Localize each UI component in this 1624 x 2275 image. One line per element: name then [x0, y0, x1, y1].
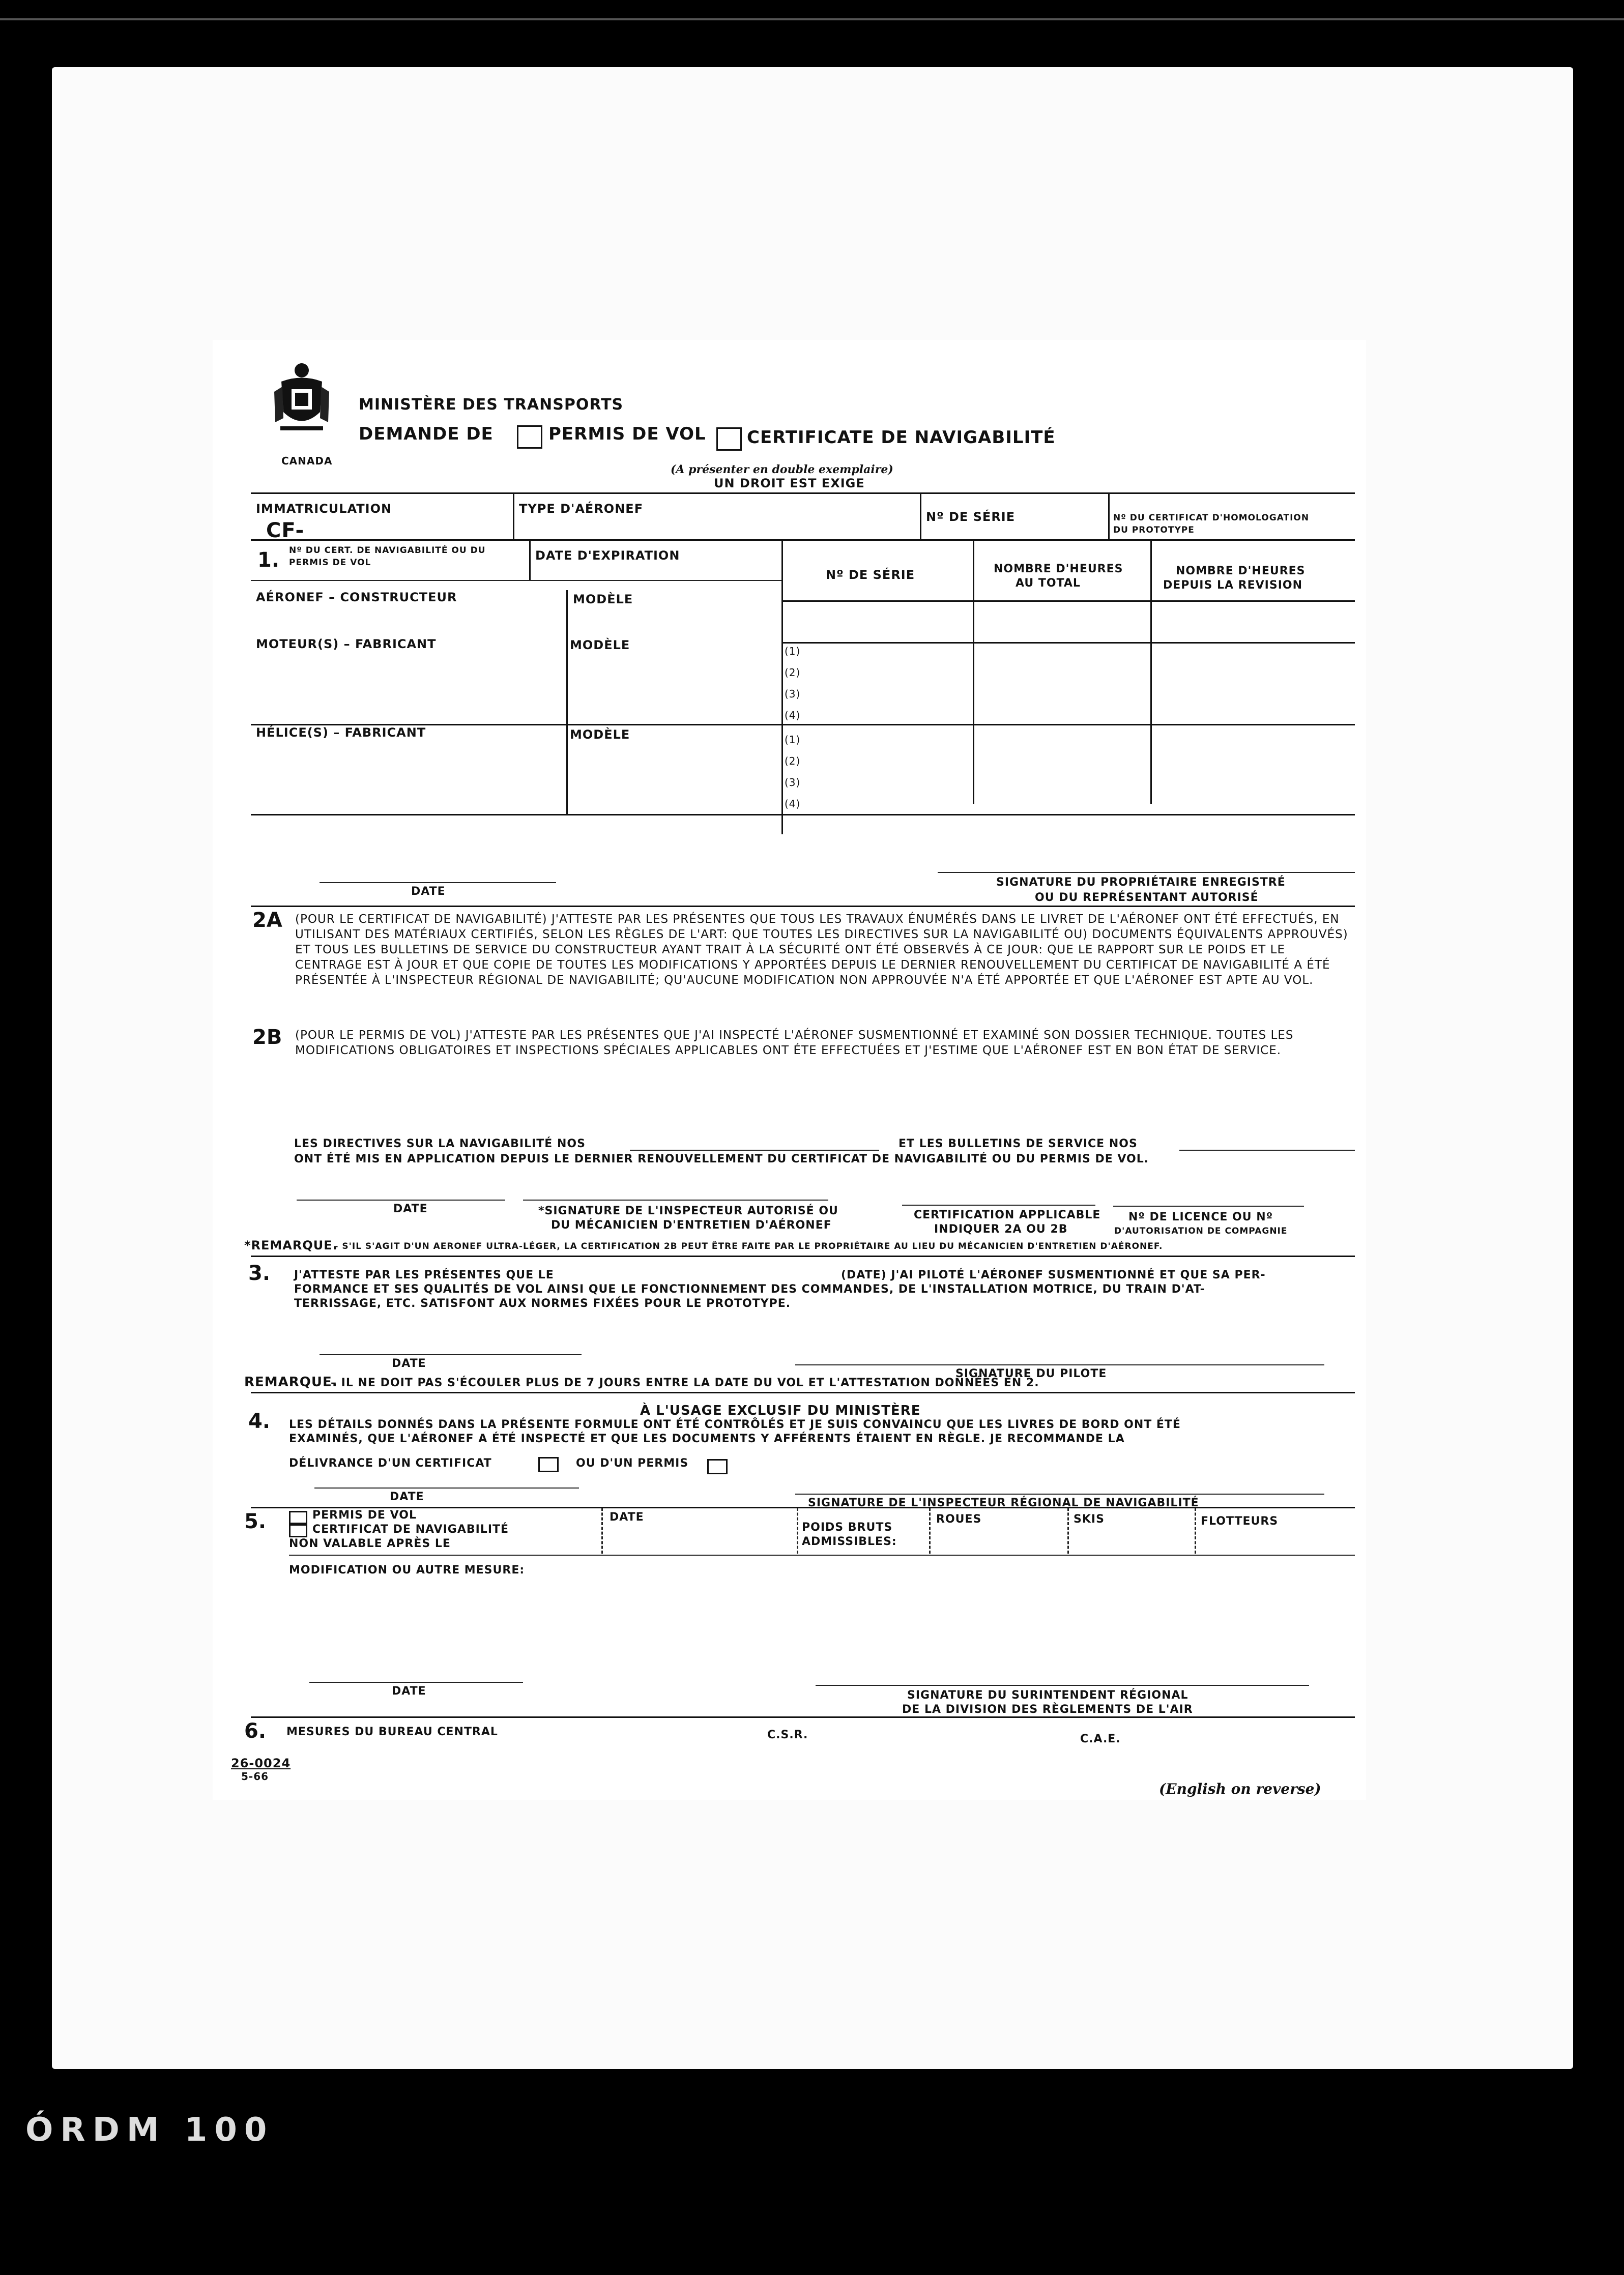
moteur-line-2: (2)	[785, 666, 801, 679]
demande-de-label: DEMANDE DE	[359, 424, 494, 444]
rule	[251, 1392, 1355, 1393]
aeronef-modele-label: MODÈLE	[573, 592, 633, 606]
rule	[289, 1555, 1355, 1556]
section-2-date-label: DATE	[393, 1203, 428, 1215]
rule	[781, 600, 1355, 602]
certificat-navigabilite-checkbox[interactable]	[289, 1524, 307, 1537]
flotteurs-column: FLOTTEURS	[1201, 1515, 1279, 1528]
section-4-date-label: DATE	[390, 1491, 424, 1503]
directives-label: LES DIRECTIVES SUR LA NAVIGABILITÉ NOS	[294, 1138, 586, 1150]
date-line	[320, 1354, 582, 1355]
ministry-title: MINISTÈRE DES TRANSPORTS	[359, 396, 624, 414]
poids-bruts-label-2: ADMISSIBLES:	[802, 1535, 897, 1548]
aeronef-constructeur-label: AÉRONEF – CONSTRUCTEUR	[256, 590, 457, 604]
section-1-number: 1.	[257, 548, 280, 572]
cert-navigabilite-label-2: PERMIS DE VOL	[289, 558, 371, 568]
permis-de-vol-checkbox[interactable]	[517, 425, 542, 449]
section-2b-number: 2B	[252, 1026, 282, 1049]
english-on-reverse: (English on reverse)	[1159, 1781, 1321, 1797]
section-4-text-1: LES DÉTAILS DONNÉS DANS LA PRÉSENTE FORMULE ONT ÉTÉ CONTRÔLÉS ET JE SUIS CONVAINCU QUE LES LIVRES DE BORD ONT ÉTÉ	[289, 1418, 1181, 1431]
rule	[251, 1716, 1355, 1718]
bulletins-field[interactable]	[1179, 1150, 1355, 1151]
rule	[251, 1507, 1355, 1508]
remarque-2-text: – S'IL S'AGIT D'UN AERONEF ULTRA-LÉGER, LA CERTIFICATION 2B PEUT ÊTRE FAITE PAR LE PROPRIÉTAIRE AU LIEU DU MÉCANICIEN D'ENTRETIEN D'AÉRONEF.	[334, 1241, 1163, 1251]
licence-label-2: D'AUTORISATION DE COMPAGNIE	[1114, 1226, 1288, 1236]
date-line	[314, 1488, 579, 1489]
canada-label: CANADA	[281, 455, 333, 467]
helice-line-3: (3)	[785, 776, 801, 789]
section-6-number: 6.	[244, 1719, 267, 1743]
cf-prefix: CF-	[266, 519, 305, 542]
licence-line	[1113, 1206, 1304, 1207]
certificat-checkbox[interactable]	[716, 427, 742, 451]
licence-label: Nº DE LICENCE OU Nº	[1128, 1211, 1273, 1223]
section-1-date-label: DATE	[411, 885, 446, 898]
serie-column-header: Nº DE SÉRIE	[826, 568, 915, 582]
date-signature-line	[320, 882, 556, 883]
cae-label: C.A.E.	[1080, 1733, 1121, 1745]
immatriculation-label: IMMATRICULATION	[256, 502, 392, 516]
permis-vol-checkbox[interactable]	[289, 1511, 307, 1524]
permis-de-vol-label: PERMIS DE VOL	[548, 424, 706, 444]
section-2b-text: (POUR LE PERMIS DE VOL) J'ATTESTE PAR LES PRÉSENTES QUE J'AI INSPECTÉ L'AÉRONEF SUSMENTIONNÉ ET EXAMINÉ SON DOSSIER TECHNIQUE. TOUTES LES MODIFICATIONS OBLIGATOIRES ET INSPECTIONS SPÉCIALES APPLICABLES ONT ÉTE EFFECTUÉES ET J'ESTIME QUE L'AÉRONEF EST EN BON ÉTAT DE SERVICE.	[295, 1029, 1294, 1057]
helice-modele-label: MODÈLE	[570, 727, 630, 742]
moteur-modele-label: MODÈLE	[570, 638, 630, 652]
section-5-date-label: DATE	[392, 1685, 426, 1698]
remarque-3-text: – IL NE DOIT PAS S'ÉCOULER PLUS DE 7 JOURS ENTRE LA DATE DU VOL ET L'ATTESTATION DONNÉES EN 2.	[331, 1377, 1039, 1389]
bulletins-label: ET LES BULLETINS DE SERVICE NOS	[898, 1138, 1138, 1150]
section-5-number: 5.	[244, 1510, 267, 1533]
pilot-signature-label: SIGNATURE DU PILOTE	[955, 1367, 1107, 1380]
section-4-text-3a: DÉLIVRANCE D'UN CERTIFICAT	[289, 1457, 492, 1470]
moteur-line-3: (3)	[785, 688, 801, 700]
directives-field[interactable]	[630, 1150, 879, 1151]
heures-total-header-2: AU TOTAL	[1016, 577, 1081, 590]
section-3-text-3: TERRISSAGE, ETC. SATISFONT AUX NORMES FIXÉES POUR LE PROTOTYPE.	[294, 1297, 791, 1310]
canada-coat-of-arms-icon	[271, 361, 332, 438]
superintendent-signature-label-2: DE LA DIVISION DES RÈGLEMENTS DE L'AIR	[902, 1703, 1193, 1716]
pilot-signature-line	[795, 1364, 1324, 1365]
moteur-fabricant-label: MOTEUR(S) – FABRICANT	[256, 637, 437, 651]
heures-revision-header: NOMBRE D'HEURES	[1176, 565, 1306, 577]
section-3-text-2: FORMANCE ET SES QUALITÉS DE VOL AINSI QUE LE FONCTIONNEMENT DES COMMANDES, DE L'INSTALLATION MOTRICE, DU TRAIN D'AT-	[294, 1283, 1205, 1296]
rule	[920, 492, 921, 539]
section-3-text-1a: J'ATTESTE PAR LES PRÉSENTES QUE LE	[294, 1269, 554, 1281]
droit-exige-note: UN DROIT EST EXIGE	[714, 476, 865, 490]
rule	[781, 539, 783, 834]
form-date: 5-66	[241, 1770, 269, 1783]
film-edge-text: ÓRDM 100	[25, 2111, 274, 2149]
certificat-label: CERTIFICATE DE NAVIGABILITÉ	[747, 427, 1056, 448]
section-5-date-column: DATE	[610, 1511, 644, 1524]
helice-line-4: (4)	[785, 798, 801, 810]
modification-label: MODIFICATION OU AUTRE MESURE:	[289, 1564, 525, 1577]
helice-line-2: (2)	[785, 755, 801, 767]
rule	[1150, 539, 1152, 804]
helice-line-1: (1)	[785, 734, 801, 746]
rule	[566, 590, 568, 814]
rule	[251, 492, 1355, 494]
rule	[251, 814, 1355, 815]
section-4-text-3b: OU D'UN PERMIS	[576, 1457, 689, 1470]
date-expiration-label: DATE D'EXPIRATION	[535, 548, 680, 563]
inspector-signature-label-2: DU MÉCANICIEN D'ENTRETIEN D'AÉRONEF	[551, 1219, 832, 1232]
homologation-label-2: DU PROTOTYPE	[1113, 525, 1195, 535]
regional-inspector-line	[795, 1494, 1324, 1495]
date-line	[309, 1682, 523, 1683]
certification-applicable-label-2: INDIQUER 2A OU 2B	[934, 1223, 1068, 1236]
rule	[1195, 1508, 1196, 1554]
regional-inspector-label: SIGNATURE DE L'INSPECTEUR RÉGIONAL DE NAVIGABILITÉ	[808, 1497, 1199, 1509]
remarque-2-label: *REMARQUE.	[244, 1238, 338, 1252]
section-4-number: 4.	[248, 1410, 271, 1433]
certificat-recommend-checkbox[interactable]	[538, 1457, 559, 1472]
usage-exclusif-heading: À L'USAGE EXCLUSIF DU MINISTÈRE	[640, 1403, 921, 1418]
rule	[513, 492, 514, 539]
film-border-top	[0, 18, 1624, 20]
certification-applicable-label: CERTIFICATION APPLICABLE	[914, 1209, 1101, 1221]
permis-recommend-checkbox[interactable]	[707, 1459, 728, 1474]
applied-since-text: ONT ÉTÉ MIS EN APPLICATION DEPUIS LE DERNIER RENOUVELLEMENT DU CERTIFICAT DE NAVIGABILITÉ OU DU PERMIS DE VOL.	[294, 1153, 1149, 1165]
certification-line	[902, 1205, 1095, 1206]
cert-navigabilite-label: Nº DU CERT. DE NAVIGABILITÉ OU DU	[289, 545, 486, 556]
remarque-3-label: REMARQUE.	[244, 1375, 338, 1390]
csr-label: C.S.R.	[767, 1729, 808, 1741]
rule	[781, 642, 1355, 644]
rule	[601, 1508, 603, 1554]
bureau-central-label: MESURES DU BUREAU CENTRAL	[286, 1726, 498, 1738]
rule	[929, 1508, 931, 1554]
rule	[973, 539, 974, 804]
section-2a-text: (POUR LE CERTIFICAT DE NAVIGABILITÉ) J'ATTESTE PAR LES PRÉSENTES QUE TOUS LES TRAVAUX ÉNUMÉRÉS DANS LE LIVRET DE L'AÉRONEF ONT ÉTÉ EFFECTUÉS, EN UTILISANT DES MATÉRIAUX CERTIFIÉS, SELON LES RÈGLES DE L'ART: QUE TOUTES LES DIRECTIVES SUR LA NAVIGABILITÉ OU) DOCUMENTS ÉQUIVALENTS APPROUVÉS) ET TOUS LES BULLETINS DE SERVICE DU CONSTRUCTEUR AYANT TRAIT À LA SÉCURITÉ ONT ÉTÉ OBSERVÉS À CE JOUR: QUE LE RAPPORT SUR LE POIDS ET LE CENTRAGE EST À JOUR ET QUE COPIE DE TOUTES LES MODIFICATIONS Y APPORTÉES DEPUIS LE DERNIER RENOUVELLEMENT DU CERTIFICAT DE NAVIGABILITÉ A ÉTÉ PRÉSENTÉE À L'INSPECTEUR RÉGIONAL DE NAVIGABILITÉ; QU'AUCUNE MODIFICATION NON APPROUVÉE N'A ÉTÉ APPORTÉE ET QUE L'AÉRONEF EST APTE AU VOL.	[295, 913, 1348, 987]
section-3-text-1b: (DATE) J'AI PILOTÉ L'AÉRONEF SUSMENTIONNÉ ET QUE SA PER-	[841, 1269, 1266, 1281]
type-aeronef-label: TYPE D'AÉRONEF	[519, 502, 644, 516]
moteur-line-1: (1)	[785, 645, 801, 657]
roues-column: ROUES	[936, 1513, 982, 1526]
moteur-line-4: (4)	[785, 709, 801, 721]
rule	[529, 539, 531, 580]
form-page	[213, 340, 1366, 1800]
section-2a-number: 2A	[252, 909, 282, 932]
section-3-date-label: DATE	[392, 1357, 426, 1370]
rule	[797, 1508, 798, 1554]
rule	[251, 580, 781, 581]
section-3-number: 3.	[248, 1262, 271, 1285]
form-number: 26-0024	[231, 1756, 291, 1770]
heures-total-header: NOMBRE D'HEURES	[994, 563, 1123, 575]
superintendent-signature-label: SIGNATURE DU SURINTENDENT RÉGIONAL	[907, 1689, 1188, 1702]
helice-fabricant-label: HÉLICE(S) – FABRICANT	[256, 725, 426, 740]
skis-column: SKIS	[1074, 1513, 1105, 1526]
poids-bruts-label: POIDS BRUTS	[802, 1521, 893, 1534]
rule	[251, 906, 1355, 907]
owner-signature-label: SIGNATURE DU PROPRIÉTAIRE ENREGISTRÉ	[996, 876, 1286, 889]
rule	[1108, 492, 1110, 539]
rule	[251, 1256, 1355, 1257]
section-5-permis-label: PERMIS DE VOL	[312, 1509, 417, 1522]
rule	[251, 539, 1355, 541]
section-4-text-2: EXAMINÉS, QUE L'AÉRONEF A ÉTÉ INSPECTÉ ET QUE LES DOCUMENTS Y AFFÉRENTS ÉTAIENT EN RÈGLE. JE RECOMMANDE LA	[289, 1433, 1125, 1445]
inspector-signature-label: *SIGNATURE DE L'INSPECTEUR AUTORISÉ OU	[538, 1205, 838, 1217]
section-5-certificat-label: CERTIFICAT DE NAVIGABILITÉ	[312, 1523, 509, 1536]
non-valable-label: NON VALABLE APRÈS LE	[289, 1537, 451, 1550]
owner-signature-line	[938, 872, 1355, 873]
owner-signature-label-2: OU DU REPRÉSENTANT AUTORISÉ	[1035, 891, 1259, 904]
date-line	[297, 1200, 505, 1201]
double-exemplaire-note: (A présenter en double exemplaire)	[671, 463, 893, 476]
inspector-signature-line	[523, 1200, 828, 1201]
superintendent-signature-line	[816, 1685, 1309, 1686]
heures-revision-header-2: DEPUIS LA REVISION	[1163, 579, 1302, 592]
homologation-label: Nº DU CERTIFICAT D'HOMOLOGATION	[1113, 513, 1310, 523]
numero-serie-label: Nº DE SÉRIE	[926, 510, 1016, 524]
rule	[1067, 1508, 1069, 1554]
